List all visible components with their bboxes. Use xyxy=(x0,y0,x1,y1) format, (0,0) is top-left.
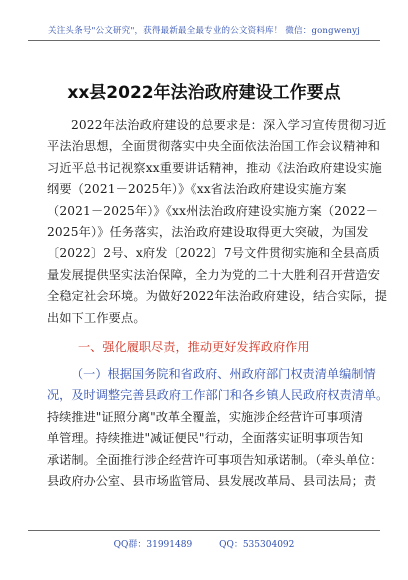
paragraph-line: 2025年）》任务落实，法治政府建设取得更大突破，为国发 xyxy=(47,224,369,239)
paragraph-line: 〔2022〕2号、x府发〔2022〕7号文件贯彻实施和全县高质 xyxy=(47,246,380,261)
paragraph-line: 平法治思想，全面贯彻落实中央全面依法治国工作会议精神和 xyxy=(47,139,381,154)
footer-qq-group: QQ群：31991489 xyxy=(113,540,193,550)
paragraph-line: 2022年法治政府建设的总要求是：深入学习宣传贯彻习近 xyxy=(71,118,387,132)
footer-divider xyxy=(28,530,380,531)
intro-paragraph xyxy=(47,115,388,329)
footer-qq: QQ：535304092 xyxy=(219,540,295,550)
header-promo: 关注头条号"公文研究"，获得最新最全最专业的公文资料库！ 微信：gongwenyj xyxy=(48,26,360,36)
paragraph-line: 承诺制。全面推行涉企经营许可事项告知承诺制。（牵头单位： xyxy=(47,452,383,467)
section-heading: 一、强化履职尽责，推动更好发挥政府作用 xyxy=(78,340,310,354)
header-divider xyxy=(28,40,380,41)
paragraph-line: 县政府办公室、县市场监管局、县发展改革局、县司法局；责 xyxy=(47,473,377,488)
paragraph-line-highlight: （一）根据国务院和省政府、州政府部门权责清单编制情 xyxy=(71,367,376,381)
document-title: xx县2022年法治政府建设工作要点 xyxy=(67,83,341,103)
paragraph-line: 出如下工作要点。 xyxy=(47,310,146,325)
paragraph-line: 习近平总书记视察xx重要讲话精神，推动《法治政府建设实施 xyxy=(47,160,382,175)
paragraph-line: 持续推进"证照分离"改革全覆盖，实施涉企经营许可事项清 xyxy=(47,409,363,424)
paragraph-line: 单管理。持续推进"减证便民"行动，全面落实证明事项告知 xyxy=(47,431,363,446)
paragraph-line: 量发展提供坚实法治保障，全力为党的二十大胜利召开营造安 xyxy=(47,267,381,282)
paragraph-line: 全稳定社会环境。为做好2022年法治政府建设，结合实际，提 xyxy=(47,289,388,304)
paragraph-line: （2021－2025年）》《xx州法治政府建设实施方案（2022－ xyxy=(47,203,379,218)
subsection-paragraph xyxy=(47,364,389,492)
footer-contact xyxy=(0,537,408,550)
paragraph-line-highlight: 况，及时调整完善县政府工作部门和各乡镇人民政府权责清单。 xyxy=(47,388,389,403)
paragraph-line: 纲要（2021－2025年）》《xx省法治政府建设实施方案 xyxy=(47,182,347,197)
